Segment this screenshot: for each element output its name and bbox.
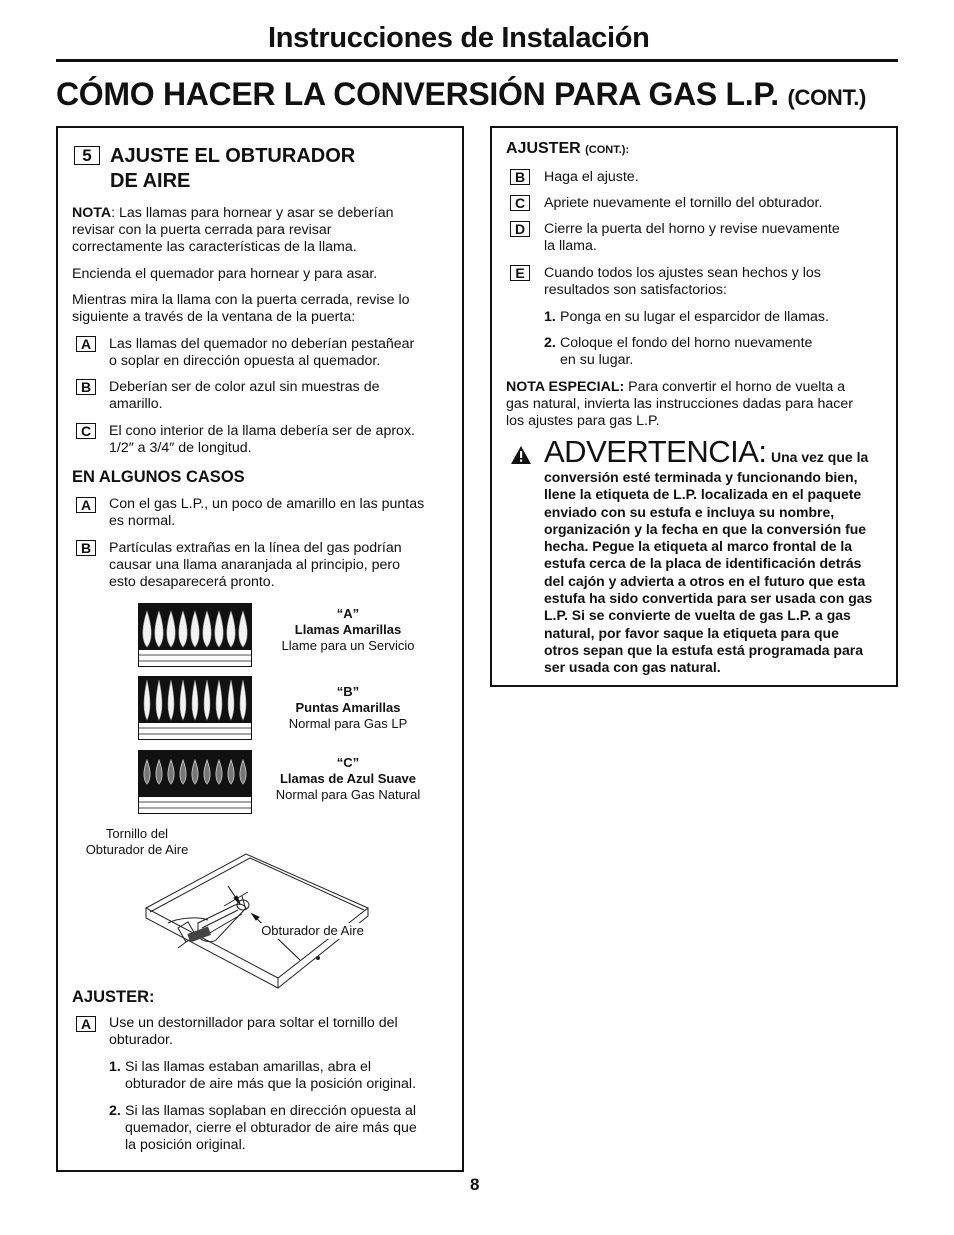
flame-a-desc: Llame para un Servicio xyxy=(281,638,415,653)
special-note-label: NOTA ESPECIAL: xyxy=(506,379,625,395)
adjust-step1-line1: Si las llamas estaban amarillas, abra el xyxy=(125,1059,372,1075)
flame-b-name: Puntas Amarillas xyxy=(295,700,401,715)
watch-paragraph xyxy=(72,292,410,326)
warning-word: ADVERTENCIA: xyxy=(544,434,767,469)
flame-yellow-tips-image xyxy=(138,676,252,740)
case-b-line1: Partículas extrañas en la línea del gas podrían xyxy=(109,540,402,556)
right-step-d-line2: la llama. xyxy=(544,238,597,254)
flame-b-desc: Normal para Gas LP xyxy=(288,716,408,731)
section-title-main: CÓMO HACER LA CONVERSIÓN PARA GAS L.P. xyxy=(56,76,779,112)
case-a-line2: es normal. xyxy=(109,513,176,529)
adjust-step2-line3: la posición original. xyxy=(125,1137,246,1153)
adjust-a-text xyxy=(109,1015,398,1049)
header-rule xyxy=(56,59,898,62)
right-step-c-text: Apriete nuevamente el tornillo del obturador. xyxy=(544,195,823,211)
adjust-step2-line1: Si las llamas soplaban en dirección opuesta al xyxy=(125,1103,417,1119)
special-note-line1: Para convertir el horno de vuelta a xyxy=(624,379,846,395)
right-step-e-line2: resultados son satisfactorios: xyxy=(544,282,727,298)
nota-line3: correctamente las características de la llama. xyxy=(72,239,357,255)
adjust-a-line1: Use un destornillador para soltar el tornillo del xyxy=(109,1015,398,1031)
case-a-label: A xyxy=(76,497,96,513)
flame-c-name: Llamas de Azul Suave xyxy=(279,771,417,786)
check-b-line2: amarillo. xyxy=(109,396,163,412)
right-heading-cont: (CONT.): xyxy=(585,144,630,156)
warning-triangle-icon xyxy=(510,445,532,465)
case-b-line3: esto desaparecerá pronto. xyxy=(109,574,275,590)
right-step-d-text xyxy=(544,221,840,255)
check-b-line1: Deberían ser de color azul sin muestras de xyxy=(109,379,380,395)
right-substep2-line2: en su lugar. xyxy=(560,352,634,368)
right-substep2-line1: Coloque el fondo del horno nuevamente xyxy=(560,335,813,351)
section-title-cont: (CONT.) xyxy=(787,85,867,110)
screw-label-line2: Obturador de Aire xyxy=(85,842,189,857)
adjust-a-line2: obturador. xyxy=(109,1032,173,1048)
shutter-label: Obturador de Aire xyxy=(250,923,375,939)
warning-line-0: Una vez que la xyxy=(771,449,869,465)
check-c-line1: El cono interior de la llama debería ser de aprox. xyxy=(109,423,415,439)
nota-paragraph xyxy=(72,205,452,256)
adjust-step1-num: 1. xyxy=(109,1059,121,1075)
light-burner-text: Encienda el quemador para hornear y para asar. xyxy=(72,266,378,282)
nota-line2: revisar con la puerta cerrada para revisar xyxy=(72,222,332,238)
right-step-d-line1: Cierre la puerta del horno y revise nuevamente xyxy=(544,221,840,237)
warning-line-8: estufa ha sido convertida para ser usada con gas xyxy=(544,590,873,607)
page-number: 8 xyxy=(470,1175,480,1194)
page-header-title: Instrucciones de Instalación xyxy=(268,22,650,54)
adjust-step1-line2: obturador de aire más que la posición original. xyxy=(125,1076,417,1092)
nota-line1: : Las llamas para hornear y asar se deberían xyxy=(111,205,394,221)
right-step-b-label: B xyxy=(510,169,530,185)
right-panel xyxy=(490,126,898,687)
check-a-line2: o soplar en dirección opuesta al quemador. xyxy=(109,353,381,369)
step-number-box: 5 xyxy=(74,146,100,165)
right-step-c-label: C xyxy=(510,195,530,211)
check-b-text xyxy=(109,379,379,413)
right-heading xyxy=(506,140,629,158)
right-step-e-label: E xyxy=(510,265,530,281)
step-title xyxy=(110,144,355,194)
warning-line-2: llene la etiqueta de L.P. localizada en el paquete xyxy=(544,486,862,503)
warning-line-4: organización y la fecha en que la conversión fue xyxy=(544,520,867,537)
flame-yellow-image xyxy=(138,603,252,667)
case-b-line2: causar una llama anaranjada al principio, pero xyxy=(109,557,401,573)
warning-text xyxy=(544,469,888,677)
right-substep1-num: 1. xyxy=(544,309,556,325)
adjust-step2-num: 2. xyxy=(109,1103,121,1119)
step-title-line2: DE AIRE xyxy=(110,170,191,192)
nota-label: NOTA xyxy=(72,205,112,221)
adjust-step2-line2: quemador, cierre el obturador de aire más que xyxy=(125,1120,417,1136)
cases-heading: EN ALGUNOS CASOS xyxy=(72,468,245,486)
case-b-text xyxy=(109,540,402,591)
watch-line1: Mientras mira la llama con la puerta cerrada, revise lo xyxy=(72,292,410,308)
right-step-e-line1: Cuando todos los ajustes sean hechos y los xyxy=(544,265,821,281)
check-c-label: C xyxy=(76,423,96,439)
step-title-line1: AJUSTE EL OBTURADOR xyxy=(110,145,356,167)
flame-b-letter: “B” xyxy=(336,684,360,699)
adjust-step1-text xyxy=(125,1059,416,1093)
right-heading-main: AJUSTER xyxy=(506,140,581,157)
flame-a-caption xyxy=(258,606,438,654)
check-a-line1: Las llamas del quemador no deberían pestañear xyxy=(109,336,415,352)
flame-b-caption xyxy=(258,684,438,732)
warning-line-9: L.P. Si se convierte de vuelta de gas L.P. a gas xyxy=(544,607,851,624)
case-a-text xyxy=(109,496,424,530)
check-b-label: B xyxy=(76,379,96,395)
flame-a-letter: “A” xyxy=(336,606,360,621)
right-substep1-text: Ponga en su lugar el esparcidor de llamas. xyxy=(560,309,829,325)
flame-c-desc: Normal para Gas Natural xyxy=(275,787,421,802)
warning-line-7: del cajón y advierta a otros en el futuro que esta xyxy=(544,572,866,589)
adjust-step2-text xyxy=(125,1103,417,1154)
flame-c-letter: “C” xyxy=(336,755,360,770)
check-c-line2: 1/2″ a 3/4″ de longitud. xyxy=(109,440,252,456)
warning-line-11: otros sepan que la estufa está programada para xyxy=(544,641,863,658)
screw-label xyxy=(72,826,202,858)
flame-c-caption xyxy=(258,755,438,803)
section-title xyxy=(56,76,866,113)
screw-label-line1: Tornillo del xyxy=(105,826,169,841)
right-step-b-text: Haga el ajuste. xyxy=(544,169,639,185)
watch-line2: siguiente a través de la ventana de la puerta: xyxy=(72,309,356,325)
warning-line-1: conversión esté terminada y funcionando bien, xyxy=(544,469,858,485)
check-a-label: A xyxy=(76,336,96,352)
right-substep2-num: 2. xyxy=(544,335,556,351)
right-step-d-label: D xyxy=(510,221,530,237)
adjust-a-label: A xyxy=(76,1016,96,1032)
check-c-text xyxy=(109,423,415,457)
warning-line-12: ser usada con gas natural. xyxy=(544,659,721,676)
warning-line-10: natural, por favor saque la etiqueta para que xyxy=(544,624,839,641)
adjust-heading: AJUSTER: xyxy=(72,988,155,1006)
warning-line-6: estufa cerca de la placa de identificación detrás xyxy=(544,555,862,572)
flame-a-name: Llamas Amarillas xyxy=(294,622,402,637)
check-a-text xyxy=(109,336,414,370)
case-b-label: B xyxy=(76,540,96,556)
flame-blue-image xyxy=(138,750,252,814)
warning-line-3: enviado con su estufa e incluya su nombre, xyxy=(544,503,835,520)
case-a-line1: Con el gas L.P., un poco de amarillo en las puntas xyxy=(109,496,425,512)
left-panel xyxy=(56,126,464,1172)
special-note-line3: los ajustes para gas L.P. xyxy=(506,413,660,429)
special-note xyxy=(506,379,891,430)
right-step-e-text xyxy=(544,265,821,299)
warning-heading-line xyxy=(544,434,868,470)
warning-line-5: hecha. Pegue la etiqueta al marco frontal de la xyxy=(544,538,853,555)
right-substep2-text xyxy=(560,335,812,369)
special-note-line2: gas natural, invierta las instrucciones dadas para hacer xyxy=(506,396,853,412)
